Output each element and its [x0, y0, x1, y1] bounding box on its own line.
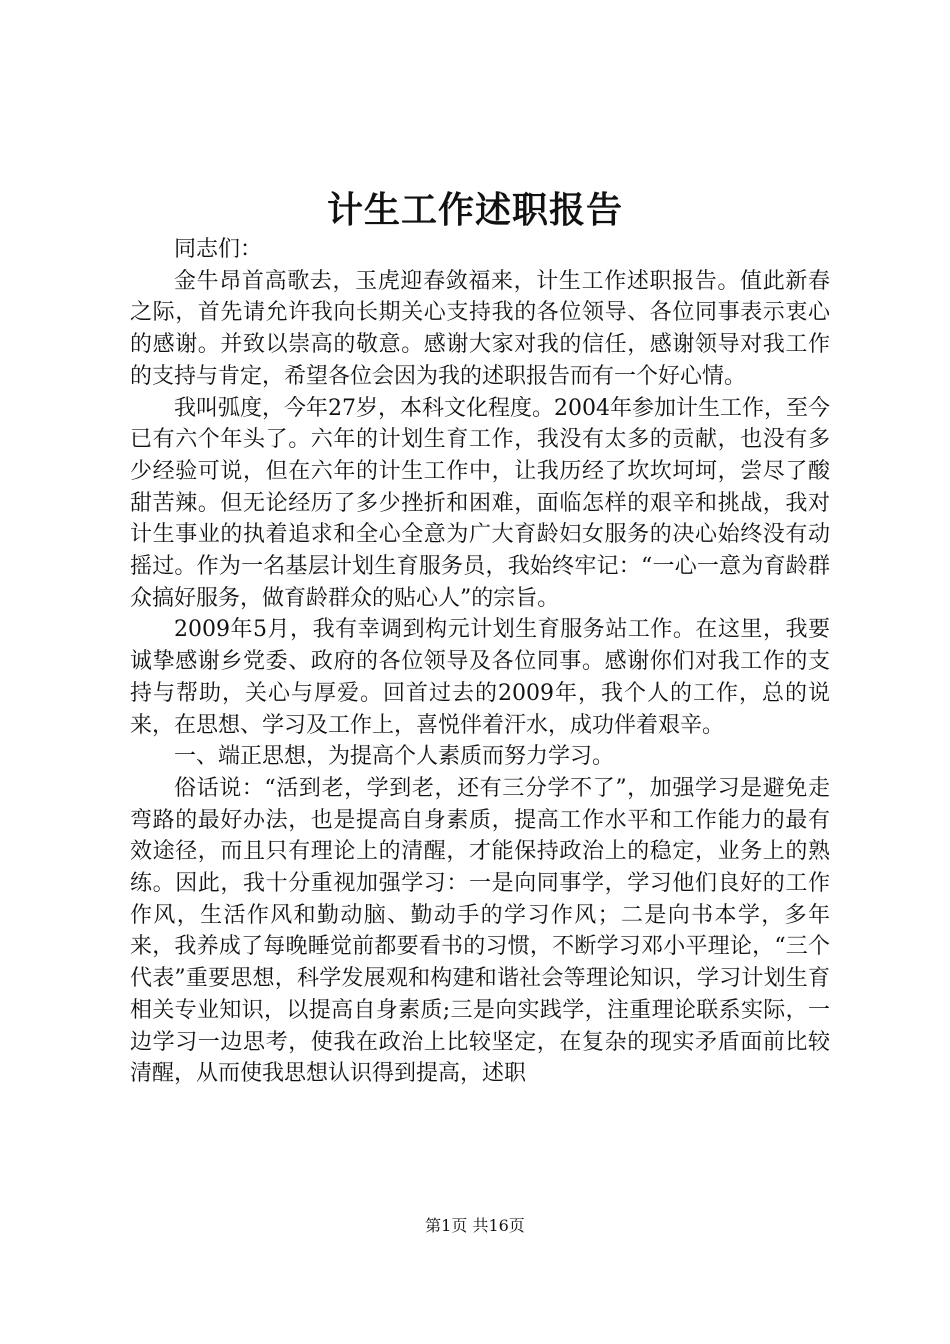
document-body — [130, 234, 830, 1090]
paragraph-transfer: 2009年5月，我有幸调到构元计划生育服务站工作。在这里，我要诚挚感谢乡党委、政府的各位领导及各位同事。感谢你们对我工作的支持与帮助，关心与厚爱。回首过去的2009年，我个人的工作，总的说来，在思想、学习及工作上，喜悦伴着汗水，成功伴着艰辛。 — [130, 617, 830, 738]
paragraph-salutation: 同志们： — [174, 237, 263, 262]
page-title: 计生工作述职报告 — [326, 189, 623, 231]
paragraph-study: 俗话说：“活到老，学到老，还有三分学不了”，加强学习是避免走弯路的最好办法，也是提高自身素质，提高工作水平和工作能力的最有效途径，而且只有理论上的清醒，才能保持政治上的稳定，业务上的熟练。因此，我十分重视加强学习：一是向同事学，学习他们良好的工作作风，生活作风和勤动脑、勤动手的学习作风；二是向书本学，多年来，我养成了每晚睡觉前都要看书的习惯，不断学习邓小平理论，“三个代表”重要思想，科学发展观和构建和谐社会等理论知识，学习计划生育相关专业知识，以提高自身素质;三是向实践学，注重理论联系实际，一边学习一边思考，使我在政治上比较坚定，在复杂的现实矛盾面前比较清醒，从而使我思想认识得到提高，述职 — [130, 775, 830, 1087]
paragraph-self-intro: 我叫弧度，今年27岁，本科文化程度。2004年参加计生工作，至今已有六个年头了。六年的计划生育工作，我没有太多的贡献，也没有多少经验可说，但在六年的计生工作中，让我历经了坎坎坷坷，尝尽了酸甜苦辣。但无论经历了多少挫折和困难，面临怎样的艰辛和挑战，我对计生事业的执着追求和全心全意为广大育龄妇女服务的决心始终没有动摇过。作为一名基层计划生育服务员，我始终牢记：“一心一意为育龄群众搞好服务，做育龄群众的贴心人”的宗旨。 — [130, 395, 830, 611]
page-footer: 第1页 共16页 — [425, 1216, 525, 1235]
paragraph-opening: 金牛昂首高歌去，玉虎迎春敛福来，计生工作述职报告。值此新春之际，首先请允许我向长期关心支持我的各位领导、各位同事表示衷心的感谢。并致以崇高的敬意。感谢大家对我的信任，感谢领导对我工作的支持与肯定，希望各位会因为我的述职报告而有一个好心情。 — [130, 268, 830, 389]
section-heading-1: 一、端正思想，为提高个人素质而努力学习。 — [174, 744, 615, 770]
